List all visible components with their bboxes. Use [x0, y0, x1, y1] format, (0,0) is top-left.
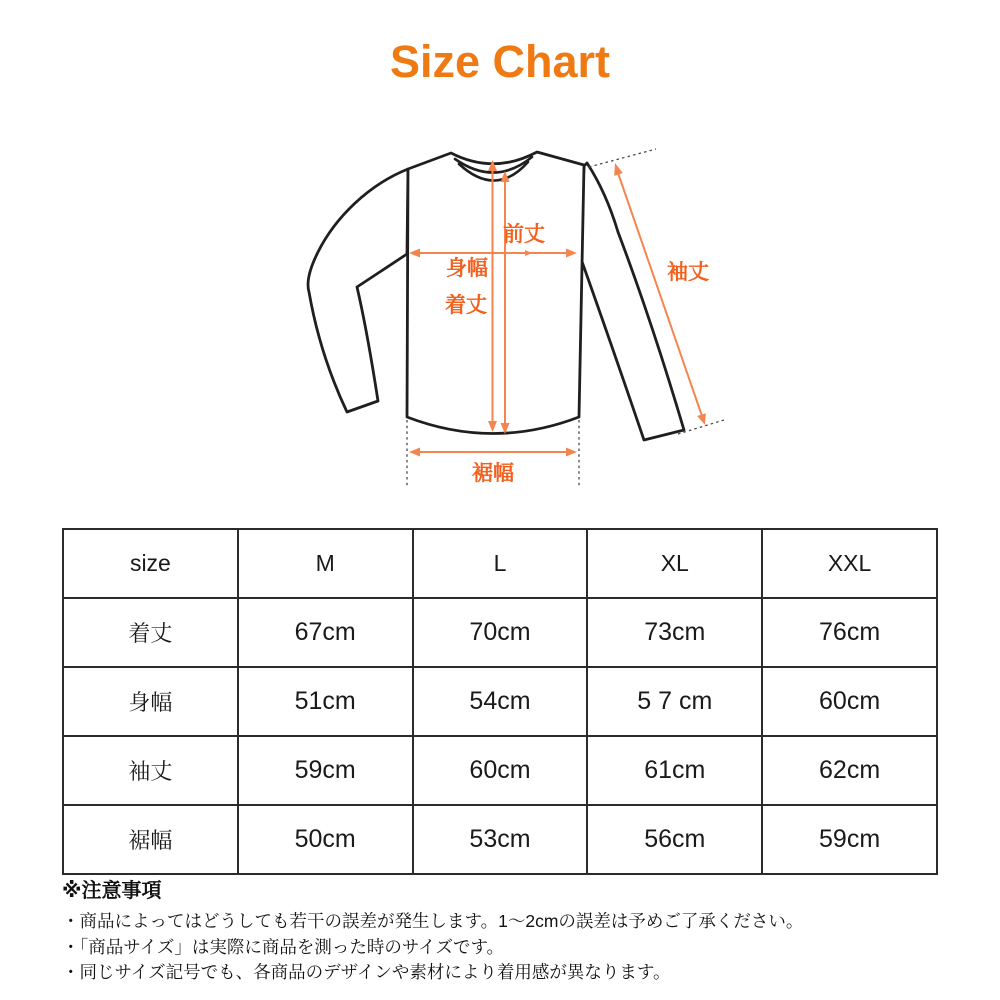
- table-row-body-width: [63, 667, 937, 736]
- sleeve-length-label: 袖丈: [667, 261, 709, 284]
- cell-value: 54cm: [413, 667, 588, 736]
- table-row-hem-width: [63, 805, 937, 874]
- size-table-header-xxl: XXL: [762, 529, 937, 598]
- sleeve-length-arrowhead-bottom: [697, 413, 706, 425]
- size-table-header-xl: XL: [587, 529, 762, 598]
- row-label: 裾幅: [63, 805, 238, 874]
- sleeve-bottom-guide-dotted-line: [678, 420, 724, 434]
- size-table: [62, 528, 938, 875]
- shirt-right-sleeve: [580, 163, 684, 440]
- hem-width-arrowhead-right: [566, 448, 577, 457]
- size-table-header-size: size: [63, 529, 238, 598]
- table-row-garment-length: [63, 598, 937, 667]
- cell-value: 59cm: [238, 736, 413, 805]
- cell-value: 76cm: [762, 598, 937, 667]
- cell-value: 73cm: [587, 598, 762, 667]
- cell-value: 56cm: [587, 805, 762, 874]
- page-title: Size Chart: [389, 36, 611, 87]
- caution-item: ・商品によってはどうしても若干の誤差が発生します。1～2cmの誤差は予めご了承ください。: [62, 911, 804, 931]
- size-table-header-m: M: [238, 529, 413, 598]
- cell-value: 67cm: [238, 598, 413, 667]
- shirt-left-sleeve: [308, 169, 408, 412]
- caution-notes: [62, 874, 942, 986]
- sleeve-length-arrowhead-top: [614, 163, 623, 176]
- hem-width-label: 裾幅: [472, 462, 514, 485]
- shirt-body: [407, 152, 584, 434]
- cell-value: 53cm: [413, 805, 588, 874]
- sleeve-top-guide-dotted-line: [589, 149, 656, 167]
- size-table-header-l: L: [413, 529, 588, 598]
- row-label: 着丈: [63, 598, 238, 667]
- row-label: 身幅: [63, 667, 238, 736]
- cell-value: 61cm: [587, 736, 762, 805]
- cell-value: 60cm: [413, 736, 588, 805]
- cell-value: 51cm: [238, 667, 413, 736]
- caution-item: ・「商品サイズ」は実際に商品を測った時のサイズです。: [62, 936, 505, 957]
- front-length-label: 前丈: [503, 223, 545, 246]
- cell-value: 70cm: [413, 598, 588, 667]
- body-width-label: 身幅: [446, 257, 488, 280]
- cell-value: 50cm: [238, 805, 413, 874]
- cell-value: 60cm: [762, 667, 937, 736]
- cell-value: 62cm: [762, 736, 937, 805]
- row-label: 袖丈: [63, 736, 238, 805]
- caution-item: ・同じサイズ記号でも、各商品のデザインや素材により着用感が異なります。: [62, 962, 671, 982]
- hem-width-arrowhead-left: [409, 448, 420, 457]
- size-table-header-row: [63, 529, 937, 598]
- caution-heading: ※注意事項: [62, 880, 162, 902]
- cell-value: 59cm: [762, 805, 937, 874]
- table-row-sleeve-length: [63, 736, 937, 805]
- garment-length-label: 着丈: [445, 294, 487, 317]
- shirt-measurement-diagram: [250, 125, 750, 515]
- cell-value: 5 7 cm: [587, 667, 762, 736]
